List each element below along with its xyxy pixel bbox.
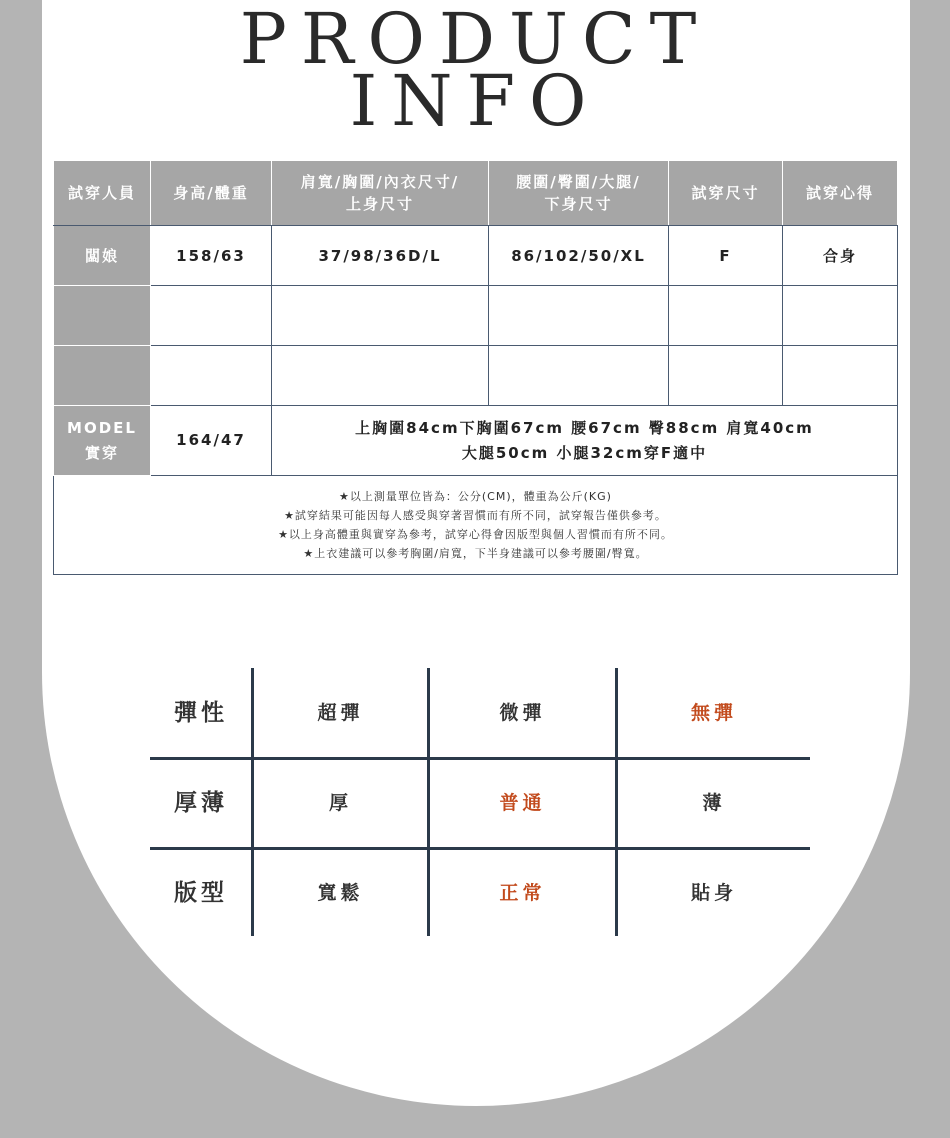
table-row	[54, 226, 898, 286]
attr-option-selected: 普通	[499, 792, 546, 814]
attr-label-fit: 版型	[174, 880, 228, 906]
header-size: 試穿尺寸	[669, 161, 783, 226]
table-header-row	[54, 161, 898, 226]
model-label-2: 實穿	[84, 443, 119, 462]
model-measure-line1: 上胸圍84cm下胸圍67cm 腰67cm 臀88cm 肩寬40cm	[355, 418, 814, 437]
attr-option: 微彈	[499, 702, 546, 724]
model-label	[54, 406, 151, 476]
header-lower-line2: 下身尺寸	[544, 195, 613, 213]
header-lower-line1: 腰圍/臀圍/大腿/	[516, 173, 641, 191]
table-row-empty	[54, 346, 898, 406]
attr-option-selected: 正常	[499, 882, 546, 904]
notes	[54, 476, 898, 575]
attr-label-elasticity: 彈性	[174, 700, 228, 726]
title-line-2: INFO	[349, 60, 601, 142]
table-row-empty	[54, 286, 898, 346]
row-lower: 86/102/50/XL	[489, 226, 669, 286]
notes-row	[54, 476, 898, 575]
attr-option: 寬鬆	[317, 882, 364, 904]
note-item: ★以上測量單位皆為：公分(CM)，體重為公斤(KG)	[339, 490, 612, 503]
model-height-weight: 164/47	[151, 406, 272, 476]
header-upper	[272, 161, 489, 226]
header-comment: 試穿心得	[783, 161, 898, 226]
row-height-weight: 158/63	[151, 226, 272, 286]
title-line-1: PRODUCT	[239, 0, 711, 80]
model-measurements	[272, 406, 898, 476]
header-lower	[489, 161, 669, 226]
row-size: F	[669, 226, 783, 286]
row-person: 闆娘	[54, 226, 151, 286]
note-item: ★以上身高體重與實穿為參考，試穿心得會因版型與個人習慣而有所不同。	[278, 528, 673, 541]
attr-option: 貼身	[690, 882, 737, 904]
attr-option: 厚	[328, 792, 352, 814]
model-measure-line2: 大腿50cm 小腿32cm穿F適中	[461, 443, 708, 462]
header-upper-line1: 肩寬/胸圍/內衣尺寸/	[300, 173, 460, 191]
attr-label-thickness: 厚薄	[174, 790, 228, 816]
model-label-1: MODEL	[67, 418, 137, 437]
note-item: ★上衣建議可以參考胸圍/肩寬，下半身建議可以參考腰圍/臀寬。	[303, 547, 648, 560]
attr-option: 薄	[702, 792, 726, 814]
header-person: 試穿人員	[54, 161, 151, 226]
attribute-grid	[150, 668, 810, 936]
row-upper: 37/98/36D/L	[272, 226, 489, 286]
attr-option-selected: 無彈	[690, 702, 737, 724]
note-item: ★試穿結果可能因每人感受與穿著習慣而有所不同，試穿報告僅供參考。	[284, 509, 667, 522]
model-row	[54, 406, 898, 476]
fitting-table	[53, 160, 898, 575]
header-height-weight: 身高/體重	[151, 161, 272, 226]
header-upper-line2: 上身尺寸	[345, 195, 414, 213]
row-comment: 合身	[783, 226, 898, 286]
attr-option: 超彈	[317, 702, 364, 724]
